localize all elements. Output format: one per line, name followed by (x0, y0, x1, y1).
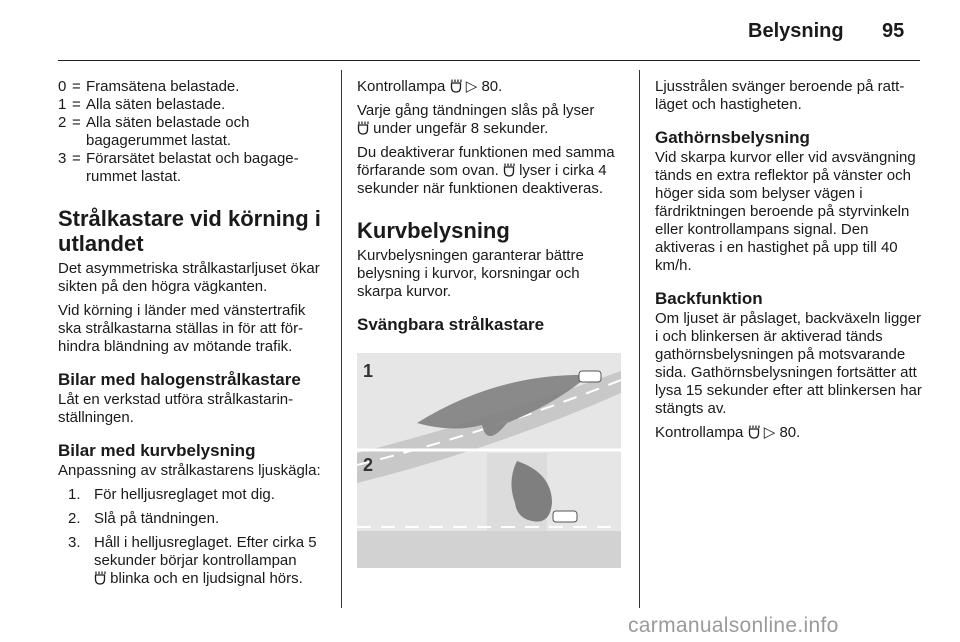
level-text: Förarsätet belastat och bagagerummet lastat. (86, 150, 299, 185)
subheading-corner-light: Gathörnsbelysning (655, 128, 810, 147)
subheading-swivel-headlights: Svängbara strålkastare (357, 315, 545, 334)
paragraph (357, 102, 627, 138)
paragraph-start: Varje gång tändningen slås på lyser (357, 102, 595, 119)
paragraph-end: under ungefär 8 sekunder. (373, 120, 549, 137)
control-lamp-label: Kontrollampa (655, 424, 744, 441)
watermark: carmanualsonline.info (628, 614, 839, 637)
control-lamp-label: Kontrollampa (357, 78, 446, 95)
curve-light-lamp-icon (748, 425, 760, 439)
section-heading-curve-light: Kurvbelysning (357, 218, 510, 243)
step-text: För helljusreglaget mot dig. (94, 486, 275, 503)
header-divider (58, 60, 920, 61)
paragraph: Vid skarpa kurvor eller vid avsvängning tänds en extra reflektor på vänster och höger sida som belyser vägen i färdriktningen beroende på styrvinkeln eller kontrollampans signal. Den aktiveras i en hastighet på upp till 40 km/h. (655, 149, 916, 274)
swivel-headlight-illustration (357, 353, 621, 568)
curve-light-lamp-icon (357, 121, 369, 135)
level-equals: = (72, 78, 81, 95)
page-reference: 80. (779, 424, 801, 441)
step-text-start: Håll i helljusreglaget. Efter cirka 5 sekunder börjar kontrollampan (94, 534, 317, 569)
step-number: 3. (68, 534, 81, 551)
paragraph: Om ljuset är påslaget, backväxeln ligger i och blinkersen är aktiverad tänds gathörnsbelysningen på motsvarande sida. Gathörnsbelysningen fortsätter att lysa 15 sekunder efter att blinkersen har stängts av. (655, 310, 922, 417)
level-number: 1 (58, 96, 67, 113)
subheading-reverse-function: Backfunktion (655, 289, 763, 308)
level-number: 2 (58, 114, 67, 131)
paragraph: Låt en verkstad utföra strålkastarinställningen. (58, 391, 294, 426)
curve-light-lamp-icon (450, 79, 462, 93)
load-level-item (58, 150, 328, 186)
column-2 (357, 78, 627, 568)
control-lamp-reference (357, 78, 627, 96)
level-text: Alla säten belastade och bagagerummet lastat. (86, 114, 250, 149)
page-reference: 80. (481, 78, 503, 95)
curve-light-lamp-icon (94, 571, 106, 585)
paragraph-end: lyser i cirka 4 sekunder när funktionen deaktiveras. (357, 162, 607, 197)
step-text (94, 534, 328, 588)
load-level-list (58, 78, 328, 186)
paragraph: Anpassning av strålkastarens ljuskägla: (58, 462, 321, 479)
step-text: Slå på tändningen. (94, 510, 220, 527)
paragraph: Det asymmetriska strålkastarljuset ökar sikten på den högra vägkanten. (58, 260, 320, 295)
page-reference-arrow-icon: ▷ (763, 424, 776, 441)
control-lamp-reference (655, 424, 923, 442)
step-text-end: blinka och en ljudsignal hörs. (110, 570, 303, 587)
level-text: Framsätena belastade. (86, 78, 240, 95)
paragraph: Ljusstrålen svänger beroende på rattläget och hastigheten. (655, 78, 905, 113)
paragraph (357, 144, 627, 198)
level-text: Alla säten belastade. (86, 96, 226, 113)
step-item (58, 510, 328, 528)
column-1 (58, 78, 328, 594)
illustration-svg (357, 353, 621, 568)
section-heading-abroad: Strålkastare vid körning i utlandet (58, 206, 321, 256)
level-equals: = (72, 150, 81, 167)
level-equals: = (72, 96, 81, 113)
step-item (58, 534, 328, 588)
step-number: 1. (68, 486, 81, 503)
load-level-item (58, 114, 328, 150)
column-divider-2 (639, 70, 640, 608)
page-reference-arrow-icon: ▷ (465, 78, 478, 95)
level-number: 0 (58, 78, 67, 95)
curve-light-lamp-icon (503, 163, 515, 177)
steps-list (58, 486, 328, 588)
figure-label-1: 1 (363, 361, 374, 381)
load-level-item (58, 78, 328, 96)
paragraph: Kurvbelysningen garanterar bättre belysning i kurvor, korsningar och skarpa kurvor. (357, 247, 584, 300)
level-equals: = (72, 114, 81, 131)
subheading-halogen: Bilar med halogenstrålkastare (58, 370, 301, 389)
page-number: 95 (882, 20, 905, 42)
column-3 (655, 78, 923, 448)
column-divider-1 (341, 70, 342, 608)
load-level-item (58, 96, 328, 114)
paragraph-start: Du deaktiverar funktionen med samma förfarande som ovan. (357, 144, 615, 179)
step-number: 2. (68, 510, 81, 527)
level-number: 3 (58, 150, 67, 167)
page-title: Belysning (748, 20, 844, 42)
figure-label-2: 2 (363, 455, 374, 475)
paragraph: Vid körning i länder med vänstertrafik ska strålkastarna ställas in för att förhindra bländning av mötande trafik. (58, 302, 306, 355)
step-item (58, 486, 328, 504)
subheading-curve-light: Bilar med kurvbelysning (58, 441, 256, 460)
